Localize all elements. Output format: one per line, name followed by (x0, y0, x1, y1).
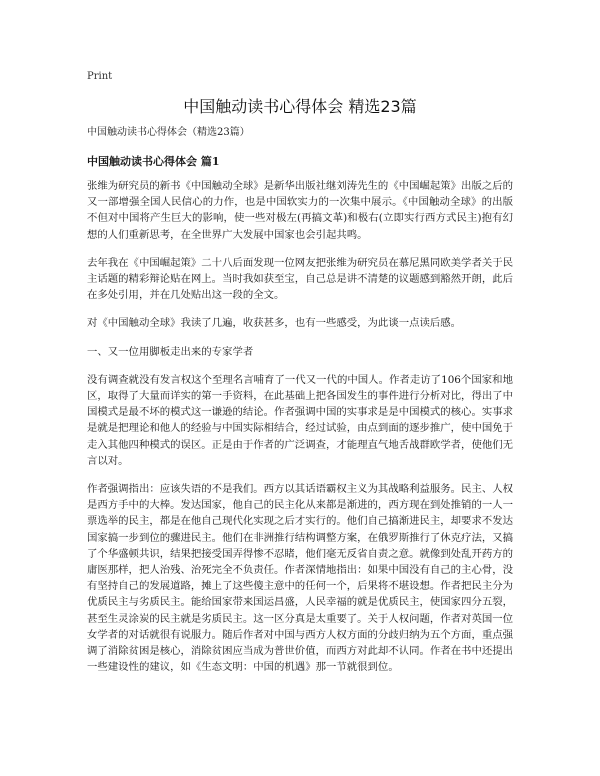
body-paragraph: 作者强调指出：应该失语的不是我们。西方以其话语霸权主义为其战略利益服务。民主、人权是西方手中的大棒。发达国家，他自己的民主化从来都是渐进的，西方现在到处推销的一人一票选举的民主，都是在他自己现代化实现之后才实行的。他们自己搞渐进民主，却要求不发达国家搞一步到位的骤进民主。他们在非洲推行结构调整方案，在俄罗斯推行了休克疗法，又搞了个华盛顿共识，结果把接受国弄得惨不忍睹，他们毫无反省自责之意。就像到处乱开药方的庸医那样，把人治残、治死完全不负责任。作者深情地指出：如果中国没有自己的主心骨，没有坚持自己的发展道路，摊上了这些傻主意中的任何一个，后果将不堪设想。作者把民主分为优质民主与劣质民主。能给国家带来国运昌盛，人民幸福的就是优质民主，使国家四分五裂，甚至生灵涂炭的民主就是劣质民主。这一区分真是太重要了。关于人权问题，作者对英国一位女学者的对话就很有说服力。随后作者对中国与西方人权方面的分歧归纳为五个方面，重点强调了消除贫困是核心，消除贫困应当成为普世价值，而西方对此却不认同。作者在书中还提出一些建设性的建议，如《生态文明：中国的机遇》那一节就很到位。 (87, 483, 514, 674)
body-paragraph: 张维为研究员的新书《中国触动全球》是新华出版社继刘涛先生的《中国崛起策》出版之后的又一部增强全国人民信心的力作，也是中国软实力的一次集中展示。《中国触动全球》的出版不但对中国将产生巨大的影响，使一些对极左(再搞文革)和极右(立即实行西方式民主)抱有幻想的人们重新思考，在全世界广大发展中国家也会引起共鸣。 (87, 180, 514, 241)
body-paragraph: 没有调查就没有发言权这个至理名言哺育了一代又一代的中国人。作者走访了106个国家和地区，取得了大量而详实的第一手资料，在此基础上把各国发生的事件进行分析对比，得出了中国模式是最不坏的模式这一谦逊的结论。作者强调中国的实事求是是中国模式的核心。实事求是就是把理论和他人的经验与中国实际相结合，经过试验，由点到面的逐步推广，使中国免于走入其他四种模式的误区。正是由于作者的广泛调查，才能理直气地舌战群欧学者，使他们无言以对。 (87, 373, 514, 467)
document-page (87, 70, 513, 687)
section-heading: 中国触动读书心得体会 篇1 (87, 155, 220, 168)
document-subtitle: 中国触动读书心得体会（精选23篇） (87, 127, 250, 138)
print-label[interactable]: Print (87, 71, 113, 82)
page-title: 中国触动读书心得体会 精选23篇 (183, 97, 417, 116)
body-paragraph: 对《中国触动全球》我读了几遍，收获甚多，也有一些感受，为此谈一点读后感。 (87, 317, 462, 330)
body-paragraph: 去年我在《中国崛起策》二十八后面发现一位网友把张维为研究员在慕尼黑同欧美学者关于民主话题的精彩辩论贴在网上。当时我如获至宝，自己总是讲不清楚的议题感到豁然开朗，此后在多处引用，并在几处贴出这一段的全文。 (87, 256, 514, 302)
subsection-heading: 一、又一位用脚板走出来的专家学者 (87, 345, 254, 358)
